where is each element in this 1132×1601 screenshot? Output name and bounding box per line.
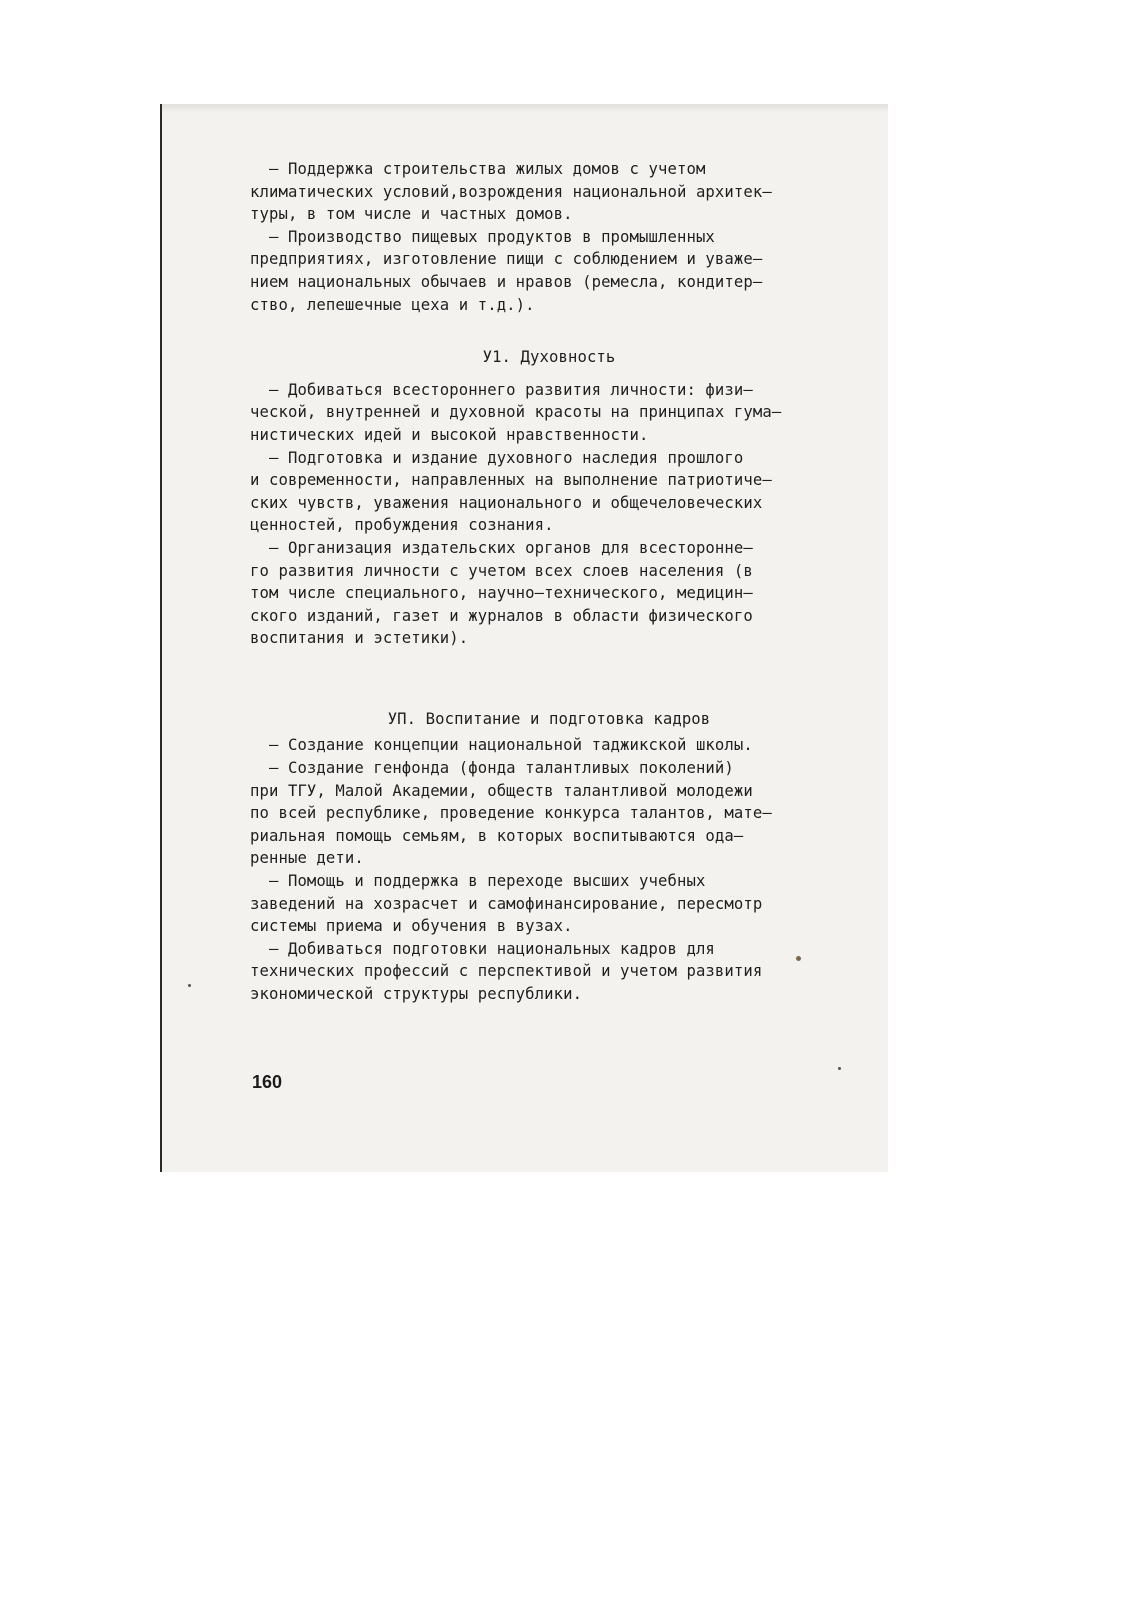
text-line: – Производство пищевых продуктов в промышленных — [250, 227, 715, 246]
text-line: по всей республике, проведение конкурса талантов, мате– — [250, 804, 772, 823]
scanned-page — [160, 104, 888, 1172]
text-line: – Помощь и поддержка в переходе высших учебных — [250, 872, 706, 891]
text-line: риальная помощь семьям, в которых воспитываются ода– — [250, 826, 744, 845]
text-line: ство, лепешечные цеха и т.д.). — [250, 295, 535, 314]
text-line: – Создание генфонда (фонда талантливых поколений) — [250, 759, 734, 778]
scan-speck — [188, 984, 191, 987]
text-line: при ТГУ, Малой Академии, обществ талантливой молодежи — [250, 781, 753, 800]
text-line: ческой, внутренней и духовной красоты на принципах гума– — [250, 403, 782, 422]
text-line: воспитания и эстетики). — [250, 629, 469, 648]
text-line: – Поддержка строительства жилых домов с учетом — [250, 160, 706, 178]
text-line: и современности, направленных на выполнение патриотиче– — [250, 471, 772, 490]
text-line: технических профессий с перспективой и учетом развития — [250, 962, 763, 981]
section-heading-education: УП. Воспитание и подготовка кадров — [387, 709, 711, 728]
text-line: – Организация издательских органов для всесторонне– — [250, 538, 753, 557]
text-line: системы приема и обучения в вузах. — [250, 917, 573, 936]
text-line: – Добиваться всестороннего развития личности: физи– — [250, 380, 753, 399]
text-line: – Добиваться подготовки национальных кадров для — [250, 939, 715, 958]
text-line: ценностей, пробуждения сознания. — [250, 516, 554, 535]
text-line: ренные дети. — [250, 849, 364, 868]
text-line: – Создание концепции национальной таджикской школы. — [250, 736, 753, 755]
page-text — [250, 158, 848, 1006]
text-line: климатических условий,возрождения национальной архитек– — [250, 182, 772, 201]
text-line: ских чувств, уважения национального и общечеловеческих — [250, 493, 763, 512]
text-line: – Подготовка и издание духовного наследия прошлого — [250, 448, 744, 467]
text-line: заведений на хозрасчет и самофинансирование, пересмотр — [250, 894, 763, 913]
text-line: го развития личности с учетом всех слоев населения (в — [250, 561, 753, 580]
text-line: ского изданий, газет и журналов в области физического — [250, 606, 753, 625]
scan-speck — [796, 956, 801, 961]
text-line: экономической структуры республики. — [250, 985, 583, 1003]
page-number: 160 — [252, 1072, 283, 1092]
section-heading-spirituality: У1. Духовность — [482, 348, 616, 367]
text-line: туры, в том числе и частных домов. — [250, 205, 573, 224]
text-line: нием национальных обычаев и нравов (ремесла, кондитер– — [250, 272, 763, 291]
text-line: том числе специального, научно–технического, медицин– — [250, 584, 753, 603]
text-line: предприятиях, изготовление пищи с соблюдением и уваже– — [250, 250, 763, 269]
scan-speck — [838, 1067, 841, 1070]
text-line: нистических идей и высокой нравственности. — [250, 425, 649, 444]
